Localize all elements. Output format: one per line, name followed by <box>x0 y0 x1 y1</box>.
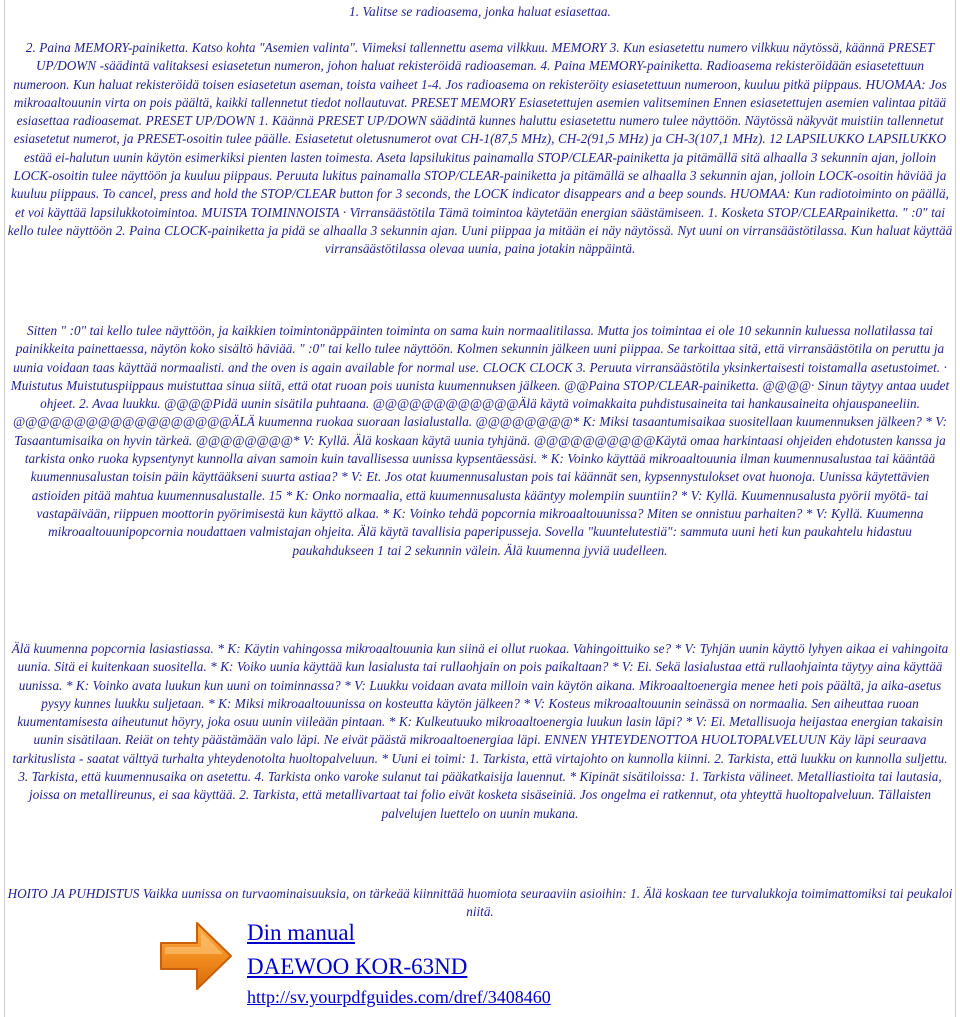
manual-page <box>4 0 956 1017</box>
paragraph-step-1: 1. Valitse se radioasema, jonka haluat esiasettaa. <box>349 4 611 19</box>
paragraph-preset-memory: 2. Paina MEMORY-painiketta. Katso kohta "Asemien valinta". Viimeksi tallennettu asema vilkkuu. MEMORY 3. Kun esiasetettu numero vilkkuu näytössä, käännä PRESET UP/DOWN -säädintä valitaksesi esiasetetun numeron, johon haluat rekisteröidä radioaseman. 4. Paina MEMORY-painiketta. Radioasema rekisteröidään esiasetettuun numeroon. Kun haluat rekisteröidä toisen esiasetetun aseman, toista vaiheet 1-4. Jos radioasema on rekisteröity esiasetettuun numeroon, kuuluu pitkä piippaus. HUOMAA: Jos mikroaaltouunin virta on pois päältä, kaikki tallennetut tiedot nollautuvat. PRESET MEMORY Esiasetettujen asemien valitseminen Ennen esiasetettujen asemien valintaa pitää esiasettaa radioasemat. PRESET UP/DOWN 1. Käännä PRESET UP/DOWN säädintä kunnes haluttu esiasetettu numero tulee näyttöön. Näytössä näkyvät muistiin tallennetut esiasetetut numerot, ja PRESET-osoitin tulee päälle. Esiasetetut oletusnumerot ovat CH-1(87,5 MHz), CH-2(91,5 MHz) ja CH-3(107,1 MHz). 12 LAPSILUKKO LAPSILUKKO estää ei-halutun uunin käytön esimerkiksi pienten lasten toimesta. Aseta lapsilukitus painamalla STOP/CLEAR-painiketta ja pitämällä sitä alhaalla 3 sekunnin ajan, jolloin LOCK-osoitin tulee näyttöön ja kuuluu piippaus. Peruuta lukitus painamalla STOP/CLEAR-painiketta ja pitämällä se alhaalla 3 sekunnin ajan, jolloin LOCK-osoitin häviää ja kuuluu piippaus. To cancel, press and hold the STOP/CLEAR button for 3 seconds, the LOCK indicator disappears and a beep sounds. HUOMAA: Kun radiotoiminto on päällä, et voi käyttää lapsilukkotoimintoa. MUISTA TOIMINNOISTA · Virransäästötila Tämä toimintoa käytetään energian säästämiseen. 1. Kosketa STOP/CLEARpainiketta. " :0" tai kello tulee näyttöön 2. Paina CLOCK-painiketta ja pidä se alhaalla 3 sekunnin ajan. Uuni piippaa ja mitään ei näy näytössä. Nyt uuni on virransäästötilassa. Kun haluat käyttää virransäästötilassa olevaa uunia, paina jotakin näppäintä. <box>7 40 953 257</box>
url-link[interactable]: http://sv.yourpdfguides.com/dref/3408460 <box>247 987 551 1007</box>
paragraph-power-save-faq: Sitten " :0" tai kello tulee näyttöön, ja kaikkien toimintonäppäinten toiminta on sama kuin normaalitilassa. Mutta jos toimintaa ei ole 10 sekunnin kuluessa nollatilassa tai painikkeita painettaessa, näytön koko sisältö häviää. " :0" tai kello tulee näyttöön. Kolmen sekunnin jälkeen uuni piippaa. Se tarkoittaa sitä, että virransäästötila on peruttu ja uunia voidaan taas käyttää normaalisti. and the oven is again available for normal use. CLOCK CLOCK 3. Peruuta virransäästötila yksinkertaisesti toistamalla asetustoimet. · Muistutus Muistutuspiippaus muistuttaa sinua siitä, että otat ruoan pois uunista kuumennuksen jälkeen. @@Paina STOP/CLEAR-painiketta. @@@@· Sinun täytyy antaa uudet ohjeet. 2. Avaa luukku. @@@@Pidä uunin sisätila puhtaana. @@@@@@@@@@@@Älä käytä voimakkaita puhdistusaineita tai hankausaineita ohjauspaneeliin. @@@@@@@@@@@@@@@@@@ÄLÄ kuumenna ruokaa suoraan lasialustalla. @@@@@@@@* K: Miksi tasaantumisaikaa suositellaan kuumennuksen jälkeen? * V: Tasaantumisaika on hyvin tärkeä. @@@@@@@@* V: Kyllä. Älä koskaan käytä uunia tyhjänä. @@@@@@@@@@Käytä omaa harkintaasi ohjeiden ehdotusten kanssa ja tarkista onko ruoka kypsentynyt kunnolla aivan samoin kuin tavallisessa uunissa kypsentäessäsi. * K: Voinko käyttää mikroaaltouunia ilman kuumennusalustaa tai kääntää kuumennusalustan toisin päin käyttääkseni suurta astiaa? * V: Et. Jos otat kuumennusalustan pois tai käännät sen, kypsennystulokset ovat huonoja. Uunissa käytettävien astioiden pitää mahtua kuumennusalustalle. 15 * K: Onko normaalia, että kuumennusalusta kääntyy molempiin suuntiin? * V: Kyllä. Kuumennusalusta pyörii myötä- tai vastapäivään, riippuen moottorin pyörimisestä kun käyttö alkaa. * K: Voinko tehdä popcornia mikroaaltouunissa? Miten se onnistuu parhaiten? * V: Kyllä. Kuumenna mikroaaltouunipopcornia noudattaen valmistajan ohjeita. Älä käytä tavallisia paperipusseja. Sovella "kuuntelutestiä": sammuta uuni heti kun paukahtelu hidastuu paukahdukseen 1 tai 2 sekunnin välein. Älä kuumenna jyviä uudelleen. <box>10 323 950 558</box>
manual-link[interactable]: Din manual <box>247 920 355 945</box>
arrow-right-icon <box>157 917 235 995</box>
paragraph-troubleshooting: Älä kuumenna popcornia lasiastiassa. * K: Käytin vahingossa mikroaaltouunia kun siinä ei ollut ruokaa. Vahingoittuiko se? * V: Tyhjän uunin käyttö lyhyen aikaa ei vahingoita uunia. Sitä ei kuitenkaan suositella. * K: Voiko uunia käyttää kun lasialusta tai rullaohjain on pois paikaltaan? * V: Ei. Sekä lasialustaa että rullaohjainta täytyy aina käyttää uunissa. * K: Voinko avata luukun kun uuni on toiminnassa? * V: Luukku voidaan avata milloin vain käytön aikana. Mikroaaltoenergia menee heti pois päältä, ja aika-asetus pysyy kunnes luukku suljetaan. * K: Miksi mikroaaltouunissa on kosteutta käytön jälkeen? * V: Kosteus mikroaaltouunin seinässä on normaalia. Sen aiheuttaa ruoan kuumentamisesta aiheutunut höyry, joka osuu uunin viileään pintaan. * K: Kulkeutuuko mikroaaltoenergia luukun lasin läpi? * V: Ei. Metallisuoja heijastaa energian takaisin uunin sisätilaan. Reiät on tehty päästämään valo läpi. Ne eivät päästä mikroaaltoenergiaa läpi. ENNEN YHTEYDENOTTOA HUOLTOPALVELUUN Käy läpi seuraava tarkituslista - saatat välttyä turhalta yhteydenotolta huoltopalveluun. * Uuni ei toimi: 1. Tarkista, että virtajohto on kunnolla kiinni. 2. Tarkista, että luukku on kunnolla suljettu. 3. Tarkista, että kuumennusaika on asetettu. 4. Tarkista onko varoke sulanut tai pääkatkaisija lauennut. * Kipinät sisätiloissa: 1. Tarkista välineet. Metalliastioita tai lautasia, joissa on metallireunus, ei saa käyttää. 2. Tarkista, että metallivartaat tai folio eivät kosketa sisäseiniä. Jos ongelma ei ratkennut, ota yhteyttä huoltopalveluun. Tällaisten palvelujen luettelo on uunin mukana. <box>11 641 949 821</box>
footer-links <box>157 914 597 1014</box>
paragraph-care-cleaning: HOITO JA PUHDISTUS Vaikka uunissa on turvaominaisuuksia, on tärkeää kiinnittää huomiota seuraaviin asioihin: 1. Älä koskaan tee turvalukkoja toimimattomiksi tai peukaloi niitä. <box>7 886 953 920</box>
model-link[interactable]: DAEWOO KOR-63ND <box>247 954 468 979</box>
link-group <box>247 914 551 1008</box>
